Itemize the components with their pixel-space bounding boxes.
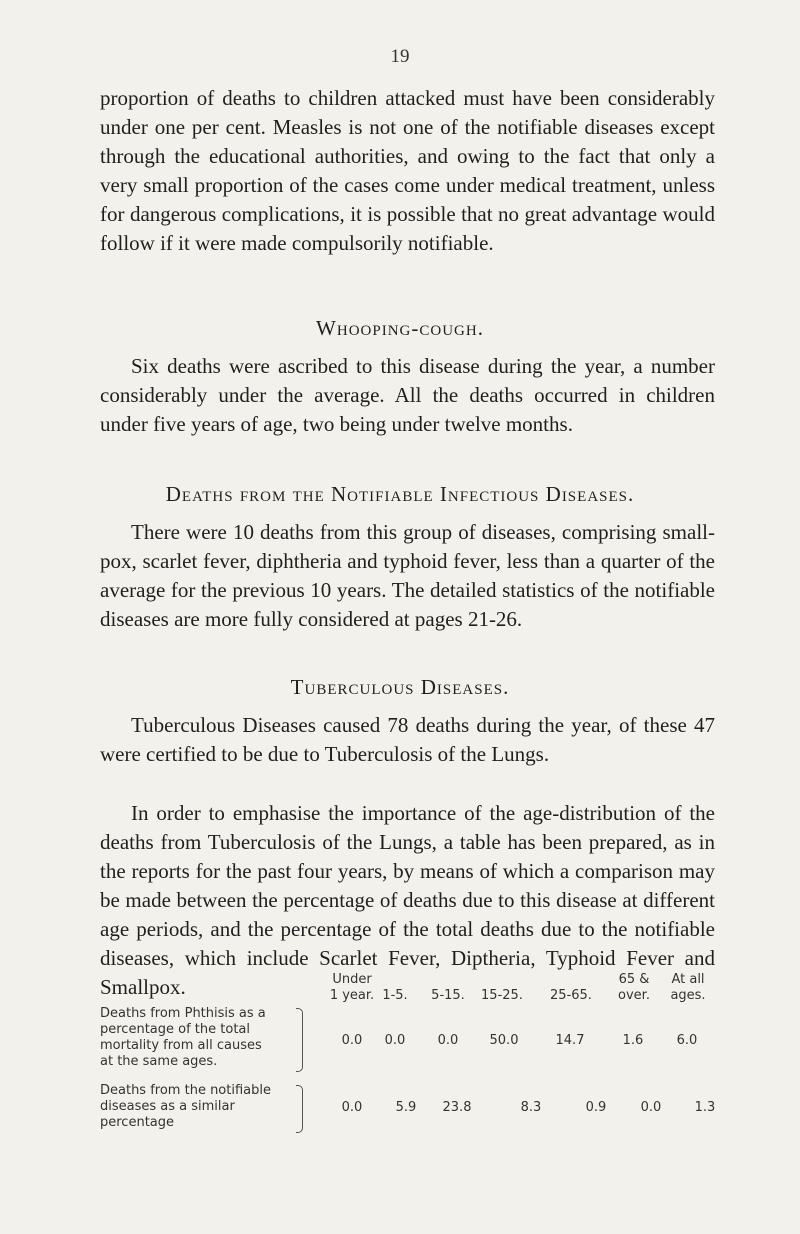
row-label-line: percentage of the total [100,1022,250,1037]
table-cell: 23.8 [442,1100,472,1115]
paragraph-measles: proportion of deaths to children attacked must have been considerably under one per cent. Measles is not one of the notifiable diseases except through the educational authorities, and owing to the fact that only a very small proportion of the cases come under medical treatment, unless for dangerous complications, it is possible that no great advantage would follow if it were made compulsorily notifiable. [100,86,715,255]
paragraph-tuberculous-deaths: Tuberculous Diseases caused 78 deaths during the year, of these 47 were certified to be due to Tuberculosis of the Lungs. [100,713,715,766]
table-cell: 6.0 [676,1033,698,1048]
table-cell: 0.0 [384,1033,406,1048]
column-header-line: Under [332,972,372,987]
table-cell: 0.0 [437,1033,459,1048]
table-cell: 0.0 [341,1033,363,1048]
row-brace [296,1085,303,1133]
row-label-line: diseases as a similar [100,1099,235,1114]
paragraph-whooping-cough: Six deaths were ascribed to this disease during the year, a number considerably under the average. All the deaths occurred in children under five years of age, two being under twelve months. [100,354,715,436]
column-header [365,988,425,1004]
column-header [604,972,664,1004]
column-header-line: 25-65. [550,988,592,1003]
heading-notifiable-diseases: Deaths from the Notifiable Infectious Diseases. [165,482,635,506]
row-label-line: Deaths from the notifiable [100,1083,271,1098]
column-header-line: 5-15. [431,988,465,1003]
row-label-notifiable [100,1083,300,1131]
table-cell: 1.6 [622,1033,644,1048]
column-header-line: 15-25. [481,988,523,1003]
column-header-line: ages. [670,988,706,1003]
row-label-phthisis [100,1006,300,1070]
column-header-line: over. [618,988,650,1003]
heading-tuberculous-diseases: Tuberculous Diseases. [290,675,510,699]
column-header [658,972,718,1004]
column-header-line: At all [671,972,705,987]
row-label-line: at the same ages. [100,1054,218,1069]
table-cell: 1.3 [694,1100,716,1115]
table-cell: 0.0 [341,1100,363,1115]
column-header [472,988,532,1004]
heading-whooping-cough: Whooping-cough. [316,316,484,340]
row-label-line: percentage [100,1115,175,1130]
table-cell: 0.0 [640,1100,662,1115]
column-header-line: 1-5. [382,988,408,1003]
table-cell: 50.0 [489,1033,519,1048]
column-header [418,988,478,1004]
row-label-line: mortality from all causes [100,1038,262,1053]
paragraph-age-distribution: In order to emphasise the importance of the age-distribution of the deaths from Tuberculosis of the Lungs, a table has been prepared, as in the reports for the past four years, by means of which a comparison may be made between the percentage of deaths due to this disease at different age periods, and the percentage of the total deaths due to the notifiable diseases, which include Scarlet Fever, Diptheria, Typhoid Fever and Smallpox. [100,801,715,999]
table-cell: 14.7 [555,1033,585,1048]
column-header [541,988,601,1004]
table-cell: 8.3 [520,1100,542,1115]
column-header-line: 65 & [618,972,650,987]
table-cell: 0.9 [585,1100,607,1115]
row-label-line: Deaths from Phthisis as a [100,1006,266,1021]
page-number: 19 [390,46,410,67]
table-cell: 5.9 [395,1100,417,1115]
paragraph-notifiable-diseases: There were 10 deaths from this group of diseases, comprising small-pox, scarlet fever, diphtheria and typhoid fever, less than a quarter of the average for the previous 10 years. The detailed statistics of the notifiable diseases are more fully considered at pages 21-26. [100,520,715,631]
column-header-line: 1 year. [329,988,375,1003]
row-brace [296,1008,303,1072]
